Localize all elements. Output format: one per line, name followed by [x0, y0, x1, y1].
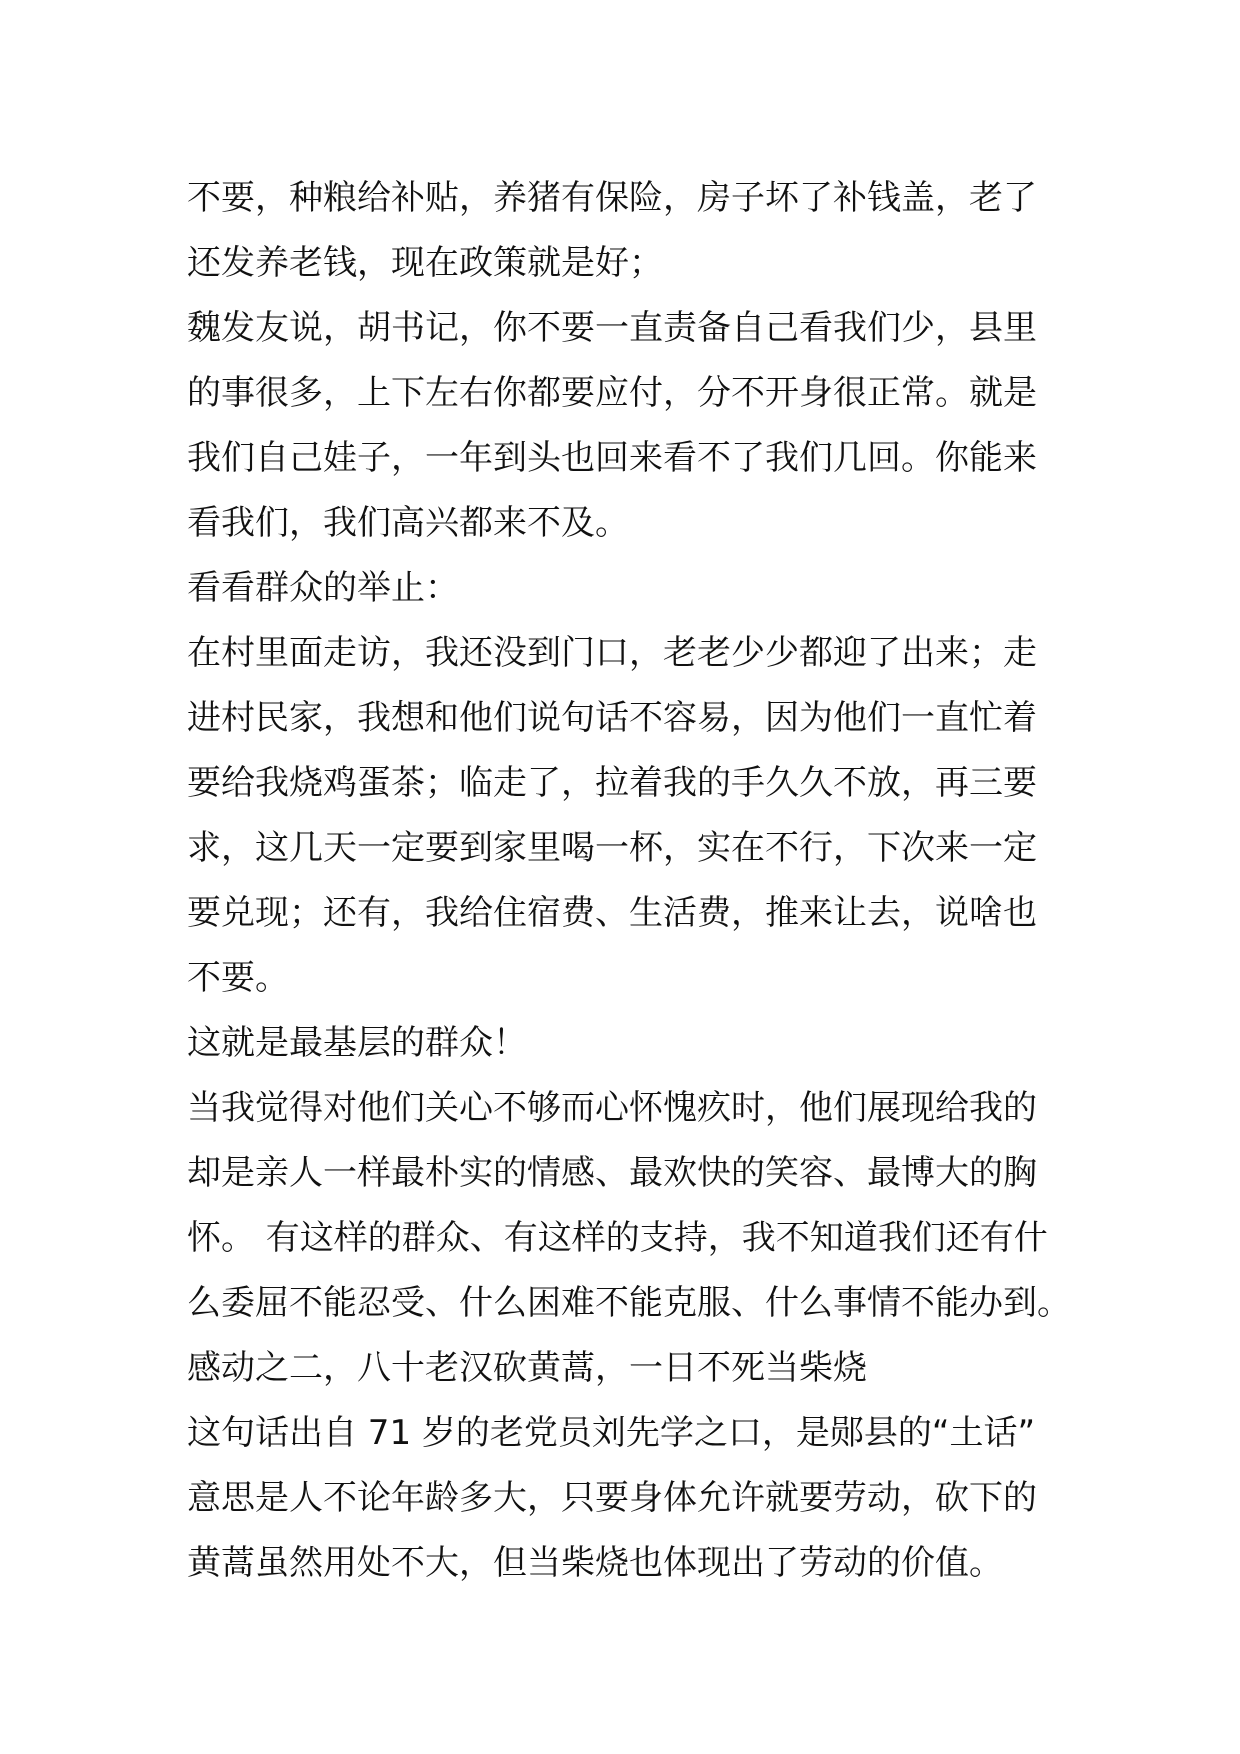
body-text [187, 166, 1071, 1596]
text-line: 不要，种粮给补贴，养猪有保险，房子坏了补钱盖，老了 [187, 178, 1037, 218]
text-line: 要给我烧鸡蛋茶；临走了，拉着我的手久久不放，再三要 [187, 763, 1037, 803]
text-line: 却是亲人一样最朴实的情感、最欢快的笑容、最博大的胸 [187, 1153, 1037, 1193]
text-line: 不要。 [187, 958, 289, 998]
text-line: 在村里面走访，我还没到门口，老老少少都迎了出来；走 [187, 633, 1037, 673]
text-line: 还发养老钱，现在政策就是好； [187, 243, 663, 283]
text-line: 进村民家，我想和他们说句话不容易，因为他们一直忙着 [187, 698, 1037, 738]
section-line: 看看群众的举止： [187, 568, 459, 608]
text-line: 么委屈不能忍受、什么困难不能克服、什么事情不能办到。 [187, 1283, 1071, 1323]
text-line: 怀。 有这样的群众、有这样的支持，我不知道我们还有什 [187, 1218, 1048, 1258]
text-line: 这句话出自 71 岁的老党员刘先学之口，是郧县的“土话” [187, 1413, 1036, 1453]
text-line: 求，这几天一定要到家里喝一杯，实在不行，下次来一定 [187, 828, 1037, 868]
text-line: 魏发友说，胡书记，你不要一直责备自己看我们少，县里 [187, 308, 1037, 348]
heading-line: 感动之二，八十老汉砍黄蒿，一日不死当柴烧 [187, 1348, 867, 1388]
text-line: 我们自己娃子，一年到头也回来看不了我们几回。你能来 [187, 438, 1037, 478]
text-line: 意思是人不论年龄多大，只要身体允许就要劳动，砍下的 [187, 1478, 1037, 1518]
text-line: 的事很多，上下左右你都要应付，分不开身很正常。就是 [187, 373, 1037, 413]
text-line: 黄蒿虽然用处不大，但当柴烧也体现出了劳动的价值。 [187, 1543, 1003, 1583]
text-line: 当我觉得对他们关心不够而心怀愧疚时，他们展现给我的 [187, 1088, 1037, 1128]
section-line: 这就是最基层的群众！ [187, 1023, 527, 1063]
text-line: 看我们，我们高兴都来不及。 [187, 503, 629, 543]
text-line: 要兑现；还有，我给住宿费、生活费，推来让去，说啥也 [187, 893, 1037, 933]
